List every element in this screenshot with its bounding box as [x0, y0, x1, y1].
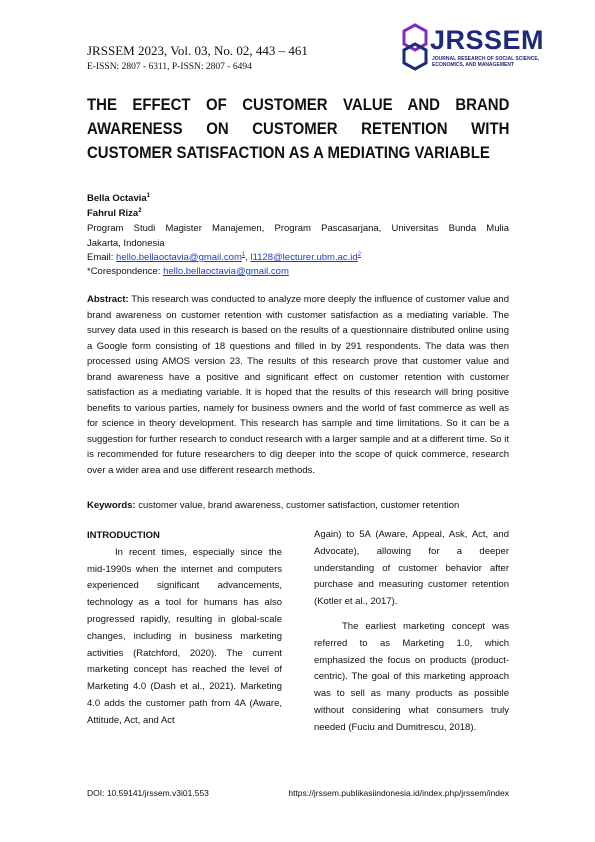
- email-line: Email: hello.bellaoctavia@gmail.com$^1$, $l1128@lecturer.ubm.ac.id^2$: [87, 252, 362, 264]
- affiliation-line: Program Studi Magister Manajemen, Program Pascasarjana, Universitas Bunda Mulia: [87, 223, 509, 234]
- body-paragraph: The earliest marketing concept was referred to as Marketing 1.0, which emphasized the focus on products (product-centric). The goal of this marketing approach was to sell as many products as possible without considering what consumers truly needed (Fuciu and Dumitrescu, 2018).: [314, 620, 509, 733]
- email-label: Email:: [87, 252, 117, 264]
- body-paragraph: In recent times, especially since the mid-1990s when the internet and computers experienced significant advancements, technology as a tool for humans has also progressed rapidly, resulting in global-scale changes, including in business marketing activities (Ratchford, 2020). The current marketing concept has reached the level of Marketing 4.0 (Dash et al., 2021). Marketing 4.0 adds the customer path from 4A (Aware, Attitude, Act, and Act: [87, 546, 282, 726]
- body-column-right: [314, 527, 509, 737]
- title-line: AWARENESS ON CUSTOMER RETENTION WITH: [87, 119, 510, 138]
- body-paragraph: Again) to 5A (Aware, Appeal, Ask, Act, and Advocate), allowing for a deeper understanding of customer behavior after purchase and measuring customer retention (Kotler et al., 2017).: [314, 529, 509, 608]
- logo-subtitle: JOURNAL RESEARCH OF SOCIAL SCIENCE,: [432, 56, 540, 62]
- journal-citation: JRSSEM 2023, Vol. 03, No. 02, 443 – 461: [87, 43, 308, 58]
- author-name: Bella Octavia$^1$: [87, 193, 151, 205]
- keywords-text: customer value, brand awareness, customer satisfaction, customer retention: [135, 500, 460, 511]
- author-name: Fahrul Riza$^2$: [87, 208, 142, 220]
- title-line: CUSTOMER SATISFACTION AS A MEDIATING VARIABLE: [87, 143, 490, 162]
- correspondence-line: *Corespondence: hello.bellaoctavia@gmail.com: [87, 266, 289, 277]
- logo-wordmark: JRSSEM: [430, 25, 545, 55]
- paper-title: [87, 93, 509, 165]
- hexagon-mark-icon: [404, 25, 426, 69]
- abstract: [87, 292, 509, 478]
- section-heading: INTRODUCTION: [87, 530, 160, 541]
- logo-subtitle: ECONOMICS, AND MANAGEMENT: [432, 62, 515, 68]
- affiliation-line: Jakarta, Indonesia: [87, 238, 165, 249]
- keywords: [87, 500, 517, 511]
- title-line: THE EFFECT OF CUSTOMER VALUE AND BRAND: [87, 95, 510, 114]
- keywords-label: Keywords:: [87, 500, 136, 511]
- correspondence-email-link[interactable]: hello.bellaoctavia@gmail.com: [163, 266, 289, 277]
- footer-url: https://jrssem.publikasiindonesia.id/index.php/jrssem/index: [288, 788, 509, 798]
- body-column-left: [87, 528, 282, 730]
- footer-doi: DOI: 10.59141/jrssem.v3i01.553: [87, 788, 209, 798]
- issn-line: E-ISSN: 2807 - 6311, P-ISSN: 2807 - 6494: [87, 62, 252, 72]
- abstract-label: Abstract:: [87, 294, 129, 305]
- author2-email-link[interactable]: l1128@lecturer.ubm.ac.id: [250, 252, 358, 264]
- author1-email-link[interactable]: hello.bellaoctavia@gmail.com: [116, 252, 242, 264]
- abstract-text: This research was conducted to analyze more deeply the influence of customer value and brand awareness on customer retention with customer satisfaction as a mediating variable. The survey data used in this research is based on the results of a questionnaire distributed online using a Google form consisting of 18 questions and filled in by 291 respondents. The data was then processed using AMOS version 23. The results of this research prove that customer value and brand awareness have a positive and significant effect on customer retention with customer satisfaction as a mediating variable. It is hoped that the results of this research will bring positive benefits to various parties, namely for business owners and the world of fast commerce as well as for science in theory development. This research has sample and time limitations. So it can be a suggestion for further research to conduct research with a larger sample and at a different time. So it is recommended for future researchers to dig deeper into the scope of quick commerce, research over a wider area and use different research methods.: [87, 294, 509, 476]
